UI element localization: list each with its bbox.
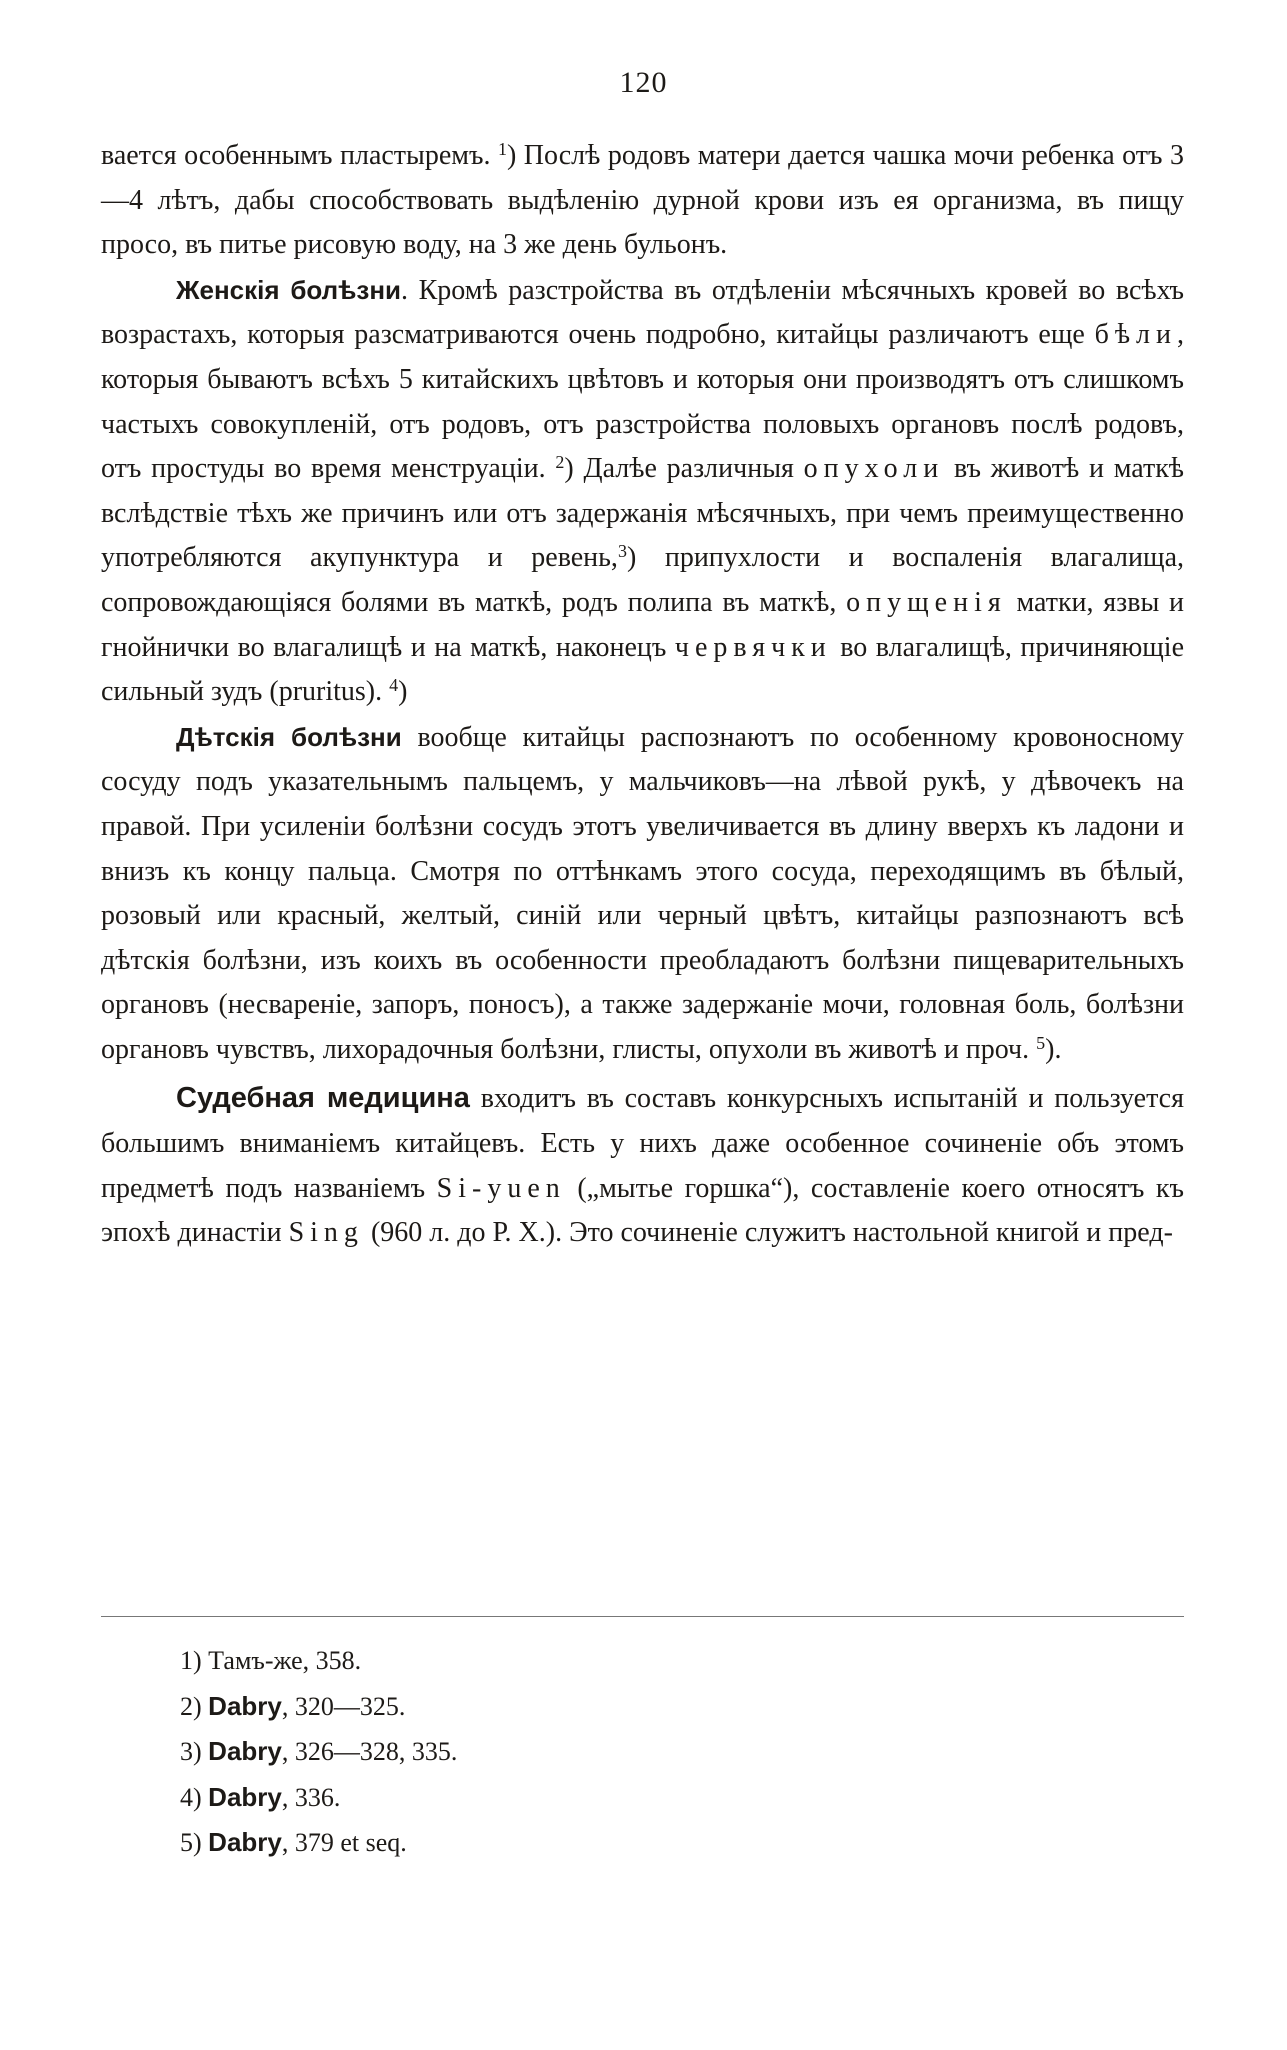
footnote-ref-4[interactable]: 4 bbox=[389, 675, 399, 696]
footnote-text: , 320—325. bbox=[281, 1691, 406, 1721]
footnote-text: , 326—328, 335. bbox=[281, 1737, 458, 1766]
text-run: вообще китайцы распознаютъ по особенному кровоносному сосуду подъ указательнымъ пальцемъ, у мальчиковъ—на лѣвой рукѣ, у дѣвочекъ на правой. При усиленіи болѣзни сосудъ этотъ увеличивается въ длину вверхъ къ ладони и внизъ къ концу пальца. Смотря по оттѣнкамъ этого сосуда, переходящимъ въ бѣлый, розовый или красный, желтый, синій или черный цвѣтъ, китайцы разпознаютъ всѣ дѣтскія болѣзни, изъ коихъ въ особенности преобладаютъ болѣзни пищеварительныхъ органовъ (несвареніе, запоръ, поносъ), а также задержаніе мочи, головная боль, болѣзни органовъ чувствъ, лихорадочныя болѣзни, глисты, опухоли въ животѣ и проч. bbox=[101, 721, 1184, 1065]
page-number: 120 bbox=[619, 66, 668, 99]
text-run: матки, язвы и гнойнички во влагалищѣ и на маткѣ, наконецъ bbox=[101, 586, 1185, 663]
footnotes bbox=[180, 1638, 1080, 1866]
paragraph-postpartum: вается особеннымъ пластыремъ. $^1$) Послѣ родовъ матери дается чашка мочи ребенка отъ 3—4 лѣтъ, дабы способствовать выдѣленію дурной крови изъ ея организма, въ пищу просо, въ питье рисовую воду, на 3 же день бульонъ. bbox=[101, 139, 1184, 261]
text-run: Послѣ родовъ матери дается чашка мочи ребенка отъ 3—4 лѣтъ, дабы способствовать выдѣленію дурной крови изъ ея организма, въ пищу просо, въ питье рисовую воду, на 3 же день бульонъ. bbox=[101, 140, 1184, 261]
text-run: , которыя бываютъ всѣхъ 5 китайскихъ цвѣтовъ и которыя они производятъ отъ слишкомъ частыхъ совокупленій, отъ родовъ, отъ разстройства половыхъ органовъ послѣ родовъ, отъ простуды во время менструаціи. bbox=[101, 319, 1184, 485]
footnote bbox=[180, 1820, 1080, 1866]
section-heading-womens-diseases: Женскія болѣзни bbox=[176, 274, 402, 305]
footnote bbox=[180, 1729, 1080, 1775]
footnote-author: Dabry bbox=[208, 1690, 282, 1721]
footnote-divider bbox=[101, 1616, 1184, 1617]
footnote-marker: 4) bbox=[180, 1782, 202, 1812]
footnote-ref-5[interactable]: 5 bbox=[1036, 1032, 1046, 1053]
paragraph-childrens-diseases bbox=[101, 715, 1184, 1073]
footnote bbox=[180, 1638, 1080, 1684]
text-run: входитъ въ составъ конкурсныхъ испытаній и пользуется большимъ вниманіемъ китайцевъ. Есть у нихъ даже особенное сочиненіе объ этомъ предметѣ подъ названіемъ bbox=[101, 1083, 1184, 1204]
footnote-marker: 1) bbox=[180, 1646, 202, 1675]
section-heading-forensic-medicine: Судебная медицина bbox=[176, 1082, 470, 1115]
footnote-author: Dabry bbox=[208, 1781, 282, 1812]
footnote bbox=[180, 1775, 1080, 1821]
text-run: во влагалищѣ, причиняющіе сильный зудъ (pruritus). bbox=[101, 631, 1185, 708]
text-run: („мытье горшка“), составленіе коего относятъ къ эпохѣ династіи bbox=[101, 1172, 1184, 1249]
paragraph-womens-diseases: Женскія болѣзни. Кромѣ разстройства въ отдѣленіи мѣсячныхъ кровей во всѣхъ возрастахъ, которыя разсматриваются очень подробно, китайцы различаютъ еще бѣли, которыя бываютъ всѣхъ 5 китайскихъ цвѣтовъ и которыя они производятъ отъ слишкомъ частыхъ совокупленій, отъ родовъ, отъ разстройства половыхъ органовъ послѣ родовъ, отъ простуды во время менструаціи. $^2$) Далѣе различныя опухоли въ животѣ и маткѣ вслѣдствіе тѣхъ же причинъ или отъ задержанія мѣсячныхъ, при чемъ преимущественно употребляются акупунктура и ревень,$^3$) припухлости и воспаленія влагалища, сопровождающіяся болями въ маткѣ, родъ полипа въ маткѣ, опущенія матки, язвы и гнойнички во влагалищѣ и на маткѣ, наконецъ червячки во влагалищѣ, причиняющіе сильный зудъ (pruritus). $^4$) bbox=[101, 274, 1185, 708]
book-title-term: Si-yuen bbox=[436, 1172, 566, 1204]
dynasty-term: Sing bbox=[288, 1217, 364, 1249]
spaced-term: опущенія bbox=[846, 586, 1007, 618]
text-run: . Кромѣ разстройства въ отдѣленіи мѣсячныхъ кровей во всѣхъ возрастахъ, которыя разсматриваются очень подробно, китайцы различаютъ еще bbox=[101, 274, 1184, 351]
spaced-term: червячки bbox=[674, 631, 832, 663]
section-heading-childrens-diseases: Дѣтскія болѣзни bbox=[176, 721, 402, 752]
footnote-ref-1[interactable]: 1 bbox=[497, 139, 507, 159]
footnote bbox=[180, 1684, 1080, 1730]
text-run: вается особеннымъ пластыремъ. bbox=[101, 140, 491, 171]
text-run: припухлости и воспаленія влагалища, сопровождающіяся болями въ маткѣ, родъ полипа въ маткѣ, bbox=[101, 542, 1184, 618]
paragraph-forensic-medicine bbox=[101, 1076, 1184, 1255]
footnote-text: , 379 et seq. bbox=[281, 1828, 407, 1857]
text-run: (960 л. до Р. X.). Это сочиненіе служитъ настольной книгой и пред- bbox=[363, 1217, 1173, 1249]
spaced-term: бѣли bbox=[1094, 319, 1177, 351]
footnote-ref-3[interactable]: 3 bbox=[617, 541, 627, 562]
footnote-marker: 3) bbox=[180, 1737, 202, 1766]
footnote-author: Dabry bbox=[208, 1827, 282, 1857]
footnote-ref-2[interactable]: 2 bbox=[555, 452, 565, 473]
footnote-text: Тамъ-же, 358. bbox=[208, 1646, 362, 1675]
spaced-term: опухоли bbox=[803, 453, 945, 485]
body-text bbox=[101, 134, 1184, 1256]
text-run: ). bbox=[1045, 1033, 1062, 1065]
footnote-marker: 5) bbox=[180, 1828, 202, 1857]
footnote-author: Dabry bbox=[208, 1736, 282, 1766]
footnote-text: , 336. bbox=[281, 1782, 341, 1812]
text-run: въ животѣ и маткѣ вслѣдствіе тѣхъ же причинъ или отъ задержанія мѣсячныхъ, при чемъ преимущественно употребляются акупунктура и ревень, bbox=[101, 453, 1185, 574]
footnote-marker: 2) bbox=[180, 1691, 202, 1721]
text-run: Далѣе различныя bbox=[573, 453, 804, 485]
